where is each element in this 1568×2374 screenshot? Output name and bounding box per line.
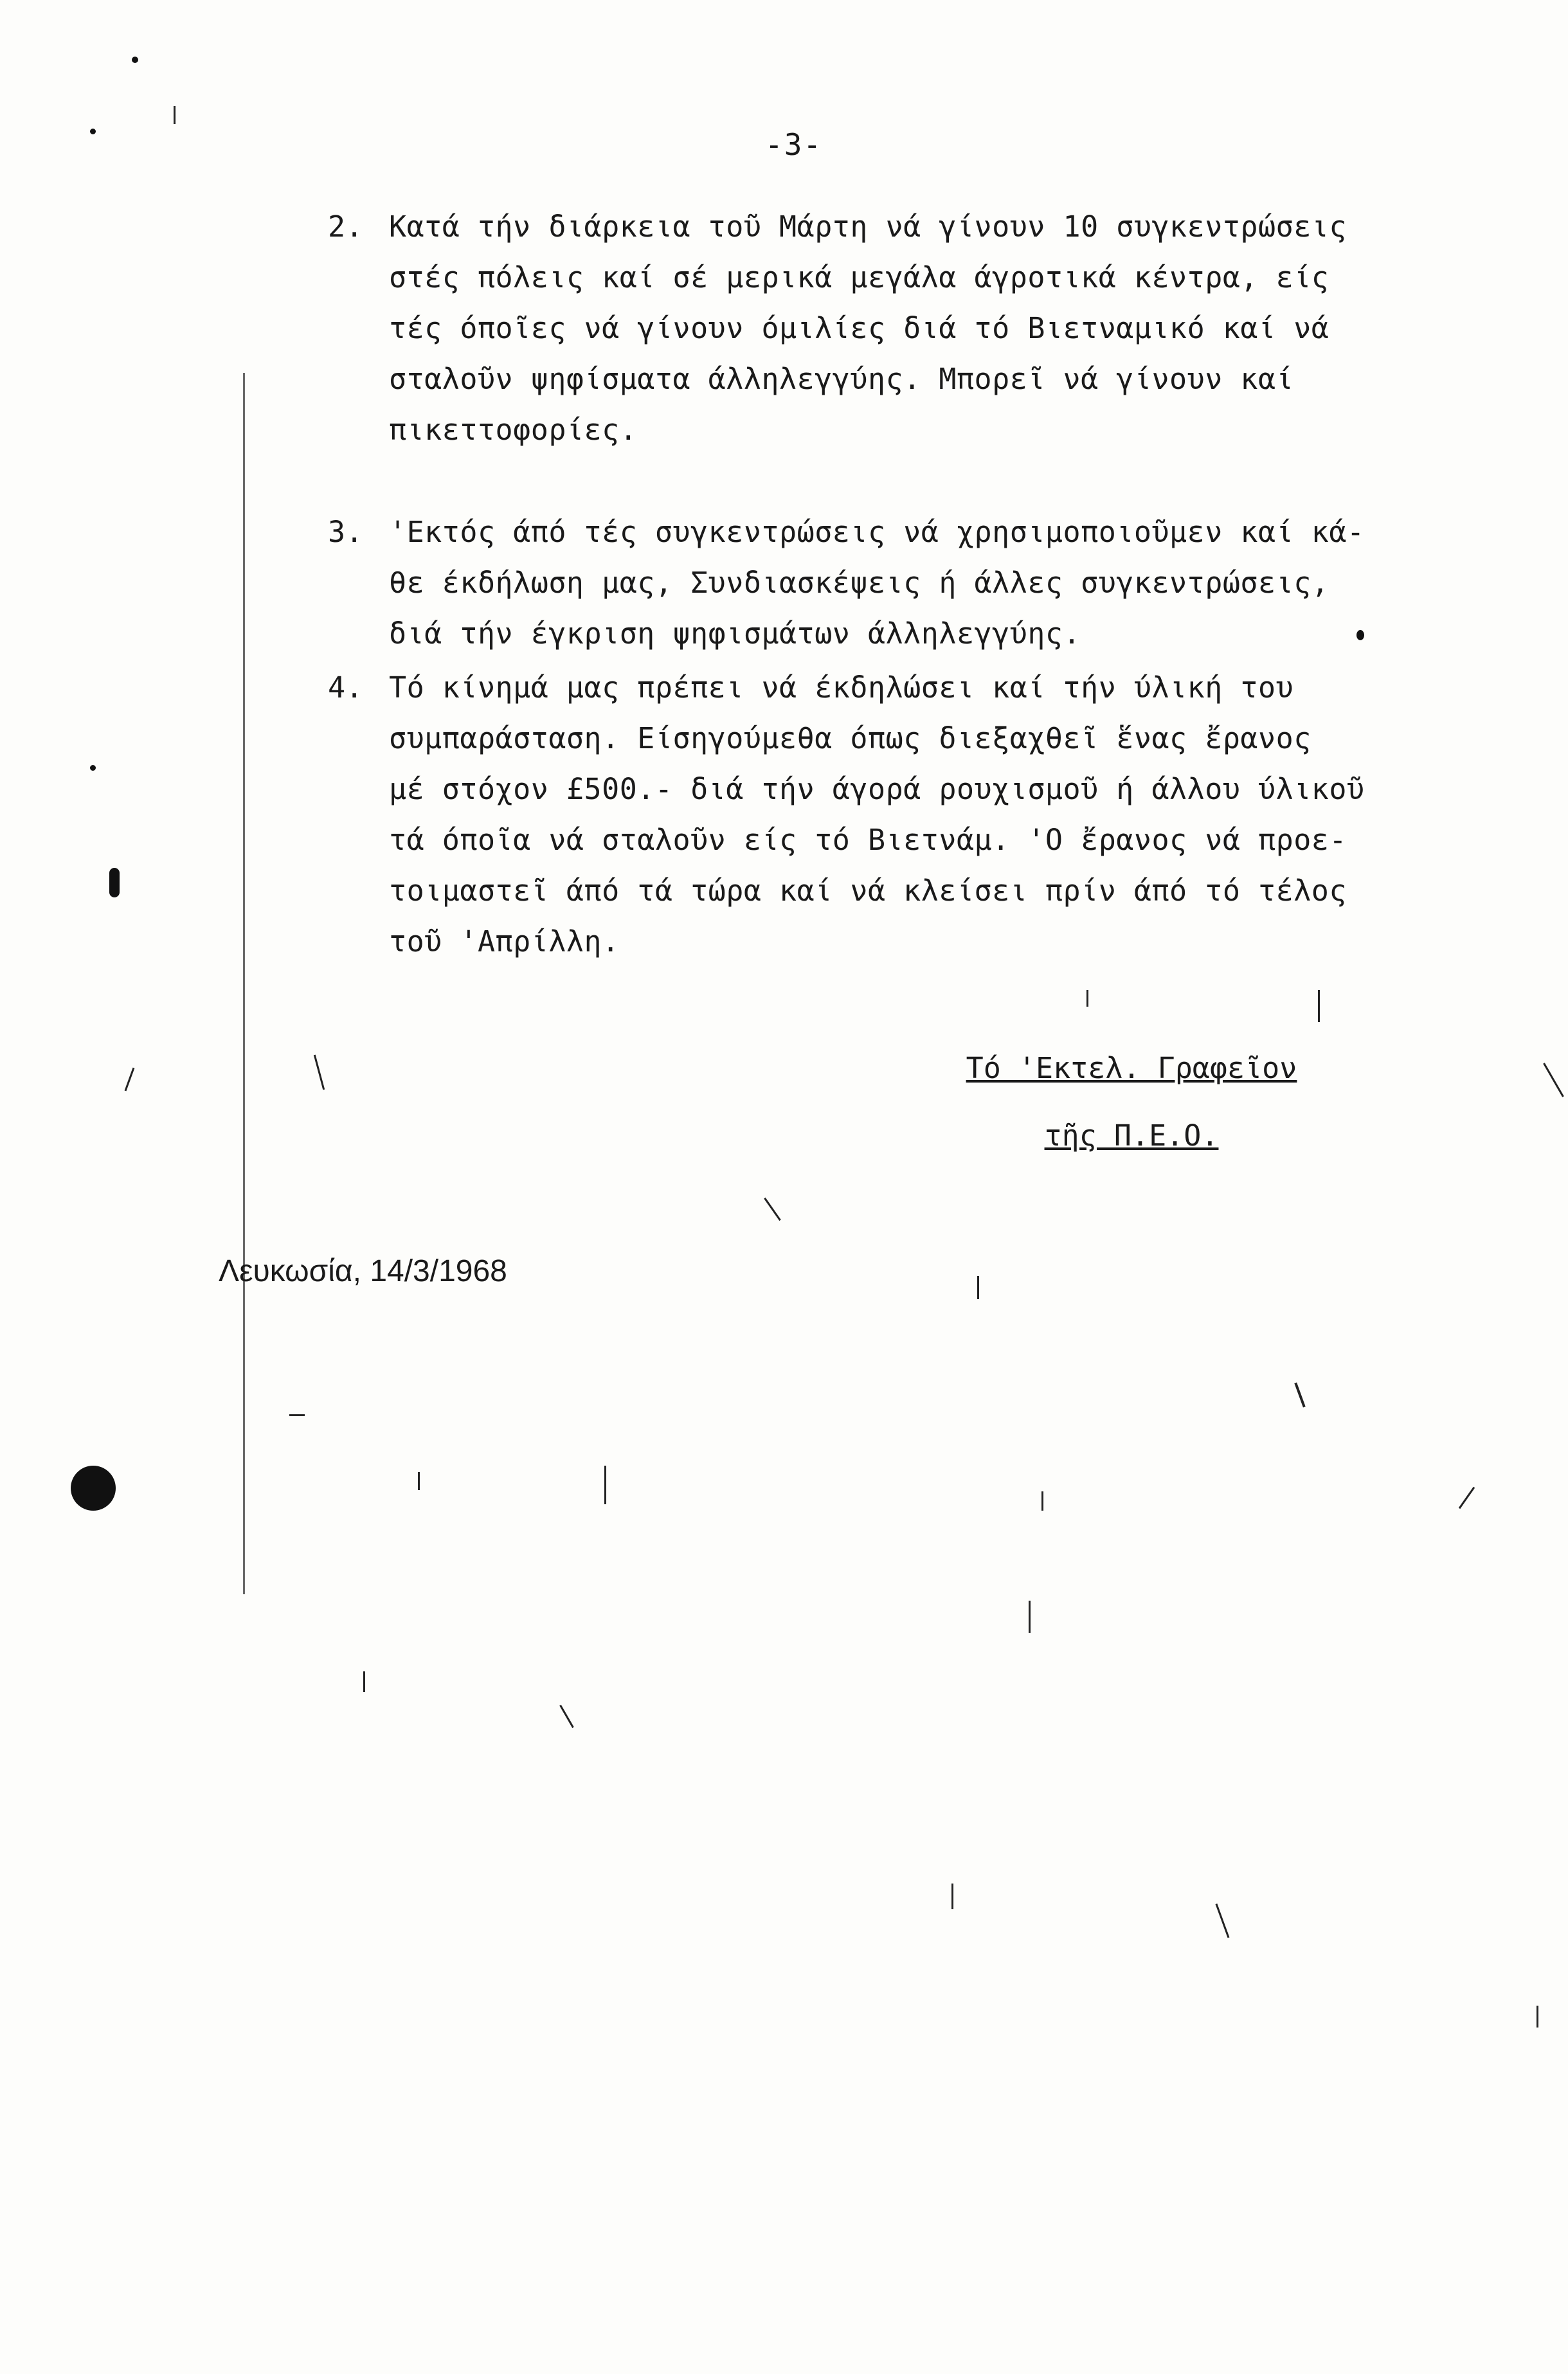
ink-mark xyxy=(1536,2006,1538,2028)
ink-mark xyxy=(174,106,176,124)
item-line: στές πόλεις καί σέ μερικά μεγάλα άγροτικά κέντρα, είς xyxy=(389,260,1329,294)
ink-mark xyxy=(977,1276,979,1299)
list-item-2 xyxy=(328,201,1472,455)
ink-mark xyxy=(559,1705,574,1728)
ink-mark xyxy=(1086,990,1088,1007)
item-line: θε έκδήλωση μας, Συνδιασκέψεις ή άλλες συγκεντρώσεις, xyxy=(389,566,1329,600)
list-item-3 xyxy=(328,507,1472,659)
punch-hole-mark xyxy=(71,1466,116,1511)
margin-line xyxy=(243,373,245,1594)
ink-speck xyxy=(1356,630,1364,640)
item-number: 3. xyxy=(328,515,364,549)
ink-mark xyxy=(418,1472,420,1490)
ink-mark xyxy=(764,1198,781,1221)
ink-mark xyxy=(1294,1383,1305,1408)
signature-organization: τῆς Π.Ε.Ο. xyxy=(1044,1119,1219,1153)
signature-office: Τό 'Εκτελ. Γραφεῖον xyxy=(966,1051,1297,1085)
ink-mark xyxy=(604,1466,606,1504)
item-line: Τό κίνημά μας πρέπει νά έκδηλώσει καί τήν ύλική του xyxy=(389,670,1294,705)
ink-mark xyxy=(1459,1487,1475,1509)
item-line: 'Εκτός άπό τές συγκεντρώσεις νά χρησιμοποιοῦμεν καί κά- xyxy=(389,515,1365,549)
item-number: 4. xyxy=(328,670,364,705)
ink-mark xyxy=(1029,1601,1031,1633)
ink-mark xyxy=(314,1055,325,1090)
ink-mark xyxy=(125,1068,135,1092)
item-line: πικεττοφορίες. xyxy=(389,413,638,447)
ink-speck xyxy=(90,129,96,134)
item-line: σταλοῦν ψηφίσματα άλληλεγγύης. Μπορεῖ νά γίνουν καί xyxy=(389,362,1294,396)
item-line: διά τήν έγκριση ψηφισμάτων άλληλεγγύης. xyxy=(389,616,1081,651)
ink-mark xyxy=(1318,990,1320,1022)
item-line: τοιμαστεῖ άπό τά τώρα καί νά κλείσει πρίν άπό τό τέλος xyxy=(389,874,1347,908)
ink-mark xyxy=(951,1884,953,1909)
ink-mark xyxy=(363,1671,365,1692)
ink-mark xyxy=(1216,1903,1230,1938)
item-line: μέ στόχον £500.- διά τήν άγορά ρουχισμοῦ ή άλλου ύλικοῦ xyxy=(389,772,1365,806)
item-line: τοῦ 'Απρίλλη. xyxy=(389,924,620,958)
item-number: 2. xyxy=(328,210,364,244)
list-item-4 xyxy=(328,662,1472,967)
ink-mark xyxy=(289,1414,305,1416)
item-line: τές όποῖες νά γίνουν όμιλίες διά τό Βιετναμικό καί νά xyxy=(389,311,1329,345)
ink-speck xyxy=(90,765,96,771)
place-date: Λευκωσία, 14/3/1968 xyxy=(219,1254,507,1288)
ink-speck xyxy=(132,57,138,63)
item-line: τά όποῖα νά σταλοῦν είς τό Βιετνάμ. 'Ο ἔρανος νά προε- xyxy=(389,823,1347,857)
ink-mark xyxy=(1543,1063,1564,1097)
ink-mark xyxy=(1041,1491,1043,1511)
item-line: Κατά τήν διάρκεια τοῦ Μάρτη νά γίνουν 10 συγκεντρώσεις xyxy=(389,210,1347,244)
item-line: συμπαράσταση. Είσηγούμεθα όπως διεξαχθεῖ ἕνας ἔρανος xyxy=(389,721,1311,755)
ink-blot xyxy=(109,868,120,897)
page-number: -3- xyxy=(765,127,823,162)
